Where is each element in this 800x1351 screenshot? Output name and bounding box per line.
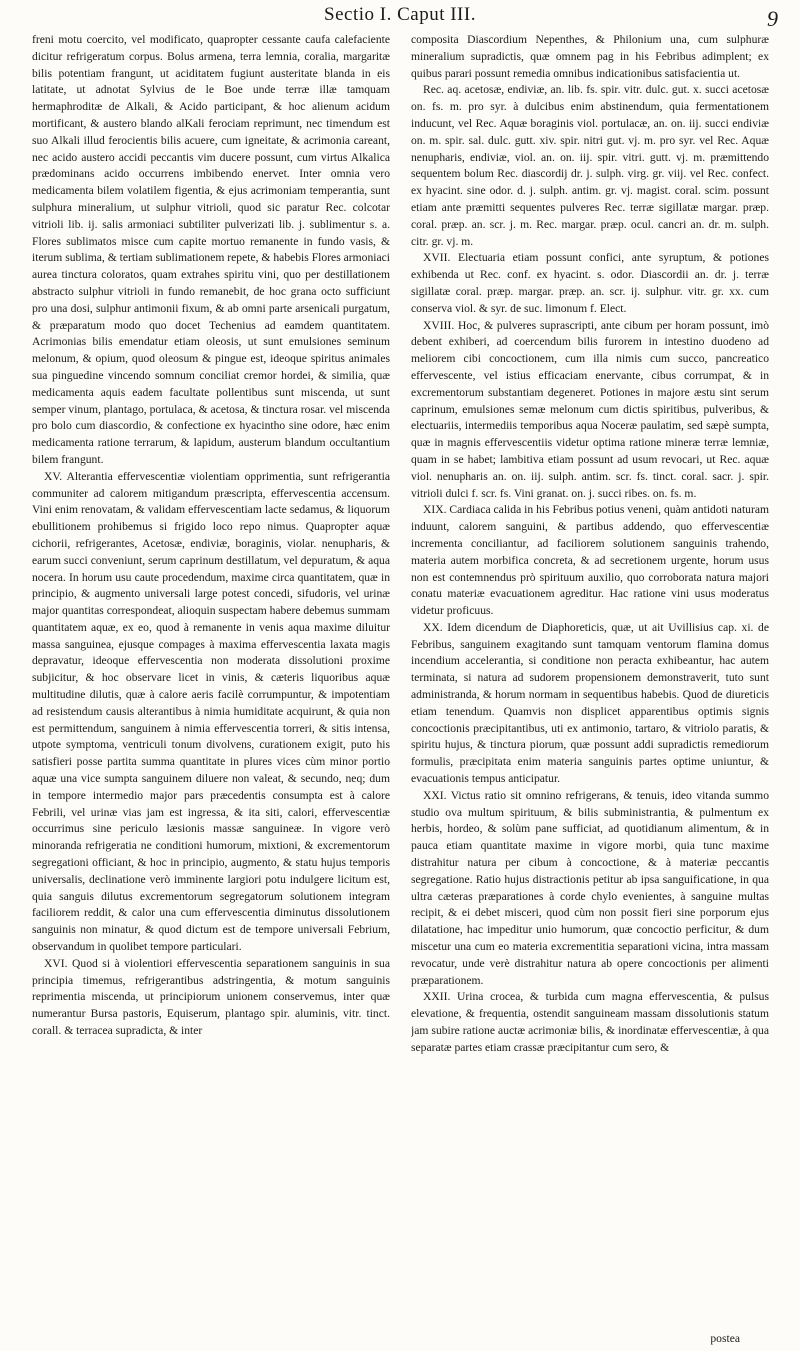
paragraph-xv: XV. Alterantia effervescentiæ violentiam opprimentia, sunt refrigerantia communiter ad calorem mitigandum præscripta, effervescentia accensum. Vini enim renovatam, & validam effervescentiam lacte sedamus, & liquorum ebullitionem prohibemus si frigido loco repo nimus. Quapropter aquæ cichorii, refrigerantes, Acetosæ, endiviæ, boraginis, violar. nenupharis, & earum succi conveniunt, serum caprinum destillatum, vel depuratum, & aqua nocera. In horum usu caute procedendum, maxime circa quantitatem, quæ in principio, & augmento universali large potest concedi, sifudoris, vel urinæ major quantitas correspondeat, alioquin suspectam habere debemus summam quantitatem aquæ, ex eo, quod à remanente in venis aqua maxime diluitur massa sanguinea, ejusque compages à maxima effervescentia laxata magis depravatur, ideoque effervescentia non moderata dissolutioni proxime subjicitur, & hoc observare licet in vinis, & cæteris liquoribus aquæ multitudine dilutis, quæ à calore aeris facilè corrumpuntur, & impotentiam ad resistendum causis alterantibus à nimia humiditate acquirunt, & quia non est permittendum, sanguinem à nimia effervescentia torreri, & sitis intensa, utpote symptoma, ventriculi tonum divolvens, curationem exigit, puto his satisfieri posse partita summa quantitate in plures vices cùm minor portio aquæ una vice sumpta sanguinem diluere non valeat, & secundo, neq; dum in tempore intermedio major pars præcedentis consumpta est à calore Febrili, vel urinæ vias jam est ingressa, & ita siti, calori, effervescentiæ occurrimus sine periculo læsionis massæ sanguineæ. In vigore verò minoranda refrigeratia ne conditioni humorum, mixtioni, & excrementorum segregationi officiant, & hoc in principio, augmento, & statu hujus temporis universalis, declinatione verò imminente largiori potu indulgere licitum est, quia sanguis dilutus excrementorum segregatorum solutionem integram faciliorem reddit, & calor una cum effervescentia diminutus dissolutionem sanguinis non minatur, & quod dictum est de tempore universali Febrium, observandum in quolibet tempore particulari. <box>32 469 390 954</box>
paragraph: freni motu coercito, vel modificato, quapropter cessante caufa calefaciente dicitur refrigeratum corpus. Bolus armena, terra lemnia, coralia, margaritæ bilis potentiam frangunt, ut aciditatem fugiunt austeritate blanda in eis latitate, ut adnotat Sylvius de le Boe unde terræ illæ tamquam hermaphroditæ de Alkali, & Acido participant, & hoc alienum acidum mortificant, & austero blando alKali ferociam reprimunt, nec timendum est suo Alkali illud ferocientis bilis acuere, cum igneitate, & acrimonia careant, nec acido austero accidi peccantis vim ducere possunt, cum virtus Alkalica prædominans acido occurrens imbibendo enervet. Inter omnia vero medicamenta bilem volatilem figentia, & ejus acrimoniam temperantia, sunt sulphura mineralium, ut sulphur vitrioli, quod sic paratur Rec. colcotar vitrioli lib. ij. salis armoniaci subtiliter pulverizati lib. j. sublimentur s. a. Flores sublimatos misce cum capite mortuo remanente in fundo vasis, & iterum sublima, & tertiam sublimationem repete, & habebis Flores armoniaci aurea tinctura coloratos, quam extrahes spiritu vini, quo per destillationem abstracto sulphur vitrioli in fundo remanebit, de hoc grana octo sufficiunt pro una dosi, sulphur antimonii fixum, & ab omni parte arsenicali purgatum, & præparatum modo quo docet Techenius ad eamdem quantitatem. Acrimonias bilis emendatur etiam oleosis, ut sunt emulsiones seminum melonum, & opium, quod oleosum & pingue est, ideoque spiritus animales sua pinguedine vincendo somnum conciliat cremor hordei, & similia, quæ medicamenta aquis eadem facultate pollentibus sunt miscenda, ut sunt semper vinum, plantago, portulaca, & acetosa, & tinctura rosar. vel miscenda pro bolo cum diascordio, & confectione ex hyacintho sine odore, hæc enim medicamenta ratione terrarum, & lapidum, austerum blandum occultantium bilem frangunt. <box>32 33 390 466</box>
paragraph-xxii: XXII. Urina crocea, & turbida cum magna effervescentia, & pulsus elevatione, & frequentia, ostendit sanguineam massam dissolutionis statum jam subire ratione auctæ acrimoniæ bilis, & inordinatæ effervescentiæ, à qua separatæ partes etiam crassæ præcipitantur cum sero, & <box>411 990 769 1054</box>
right-text-column <box>411 32 769 1347</box>
recipe-paragraph: Rec. aq. acetosæ, endiviæ, an. lib. fs. spir. vitr. dulc. gut. x. succi acetosæ on. fs. m. pro syr. à dulcibus enim abstinendum, quia fermentationem inducunt, vel Rec. Aquæ boraginis viol. portulacæ, an. on. iij. succi endiviæ on. m. spir. sal. dulc. gutt. xiv. spir. nitri gut. vj. m. pro syr. vel Rec. Aquæ nenupharis, endiviæ, viol. an. on. iij. spir. vitri. gutt. vj. m. præmittendo sequentem bolum Rec. diascordij dr. j. sulph. virg. gr. viij. vel Rec. confect. ex hyacint. sine odor. d. j. sulph. antim. gr. vj. magist. coral. scim. possunt etiam ante præmitti sequentes pulveres Rec. terræ sigillatæ margar. præp. coral. præp. an. scr. j. m. Rec. margar. præp. ocul. cancri an. dr. m. sulph. citr. gr. vj. m. <box>411 83 769 248</box>
paragraph-xix: XIX. Cardiaca calida in his Febribus potius veneni, quàm antidoti naturam induunt, calorem sanguini, & partibus addendo, quo effervescentiæ incrementa conciliantur, ad faciliorem solutionem sanguinis trahendo, materia autem morbifica concreta, & ad secretionem urgente, horum usus non est contemnendus prò spirituum auxilio, quo corroborata natura majori conatu materiæ evacuationem agreditur. Hac ratione vini usus moderatus videtur proficuus. <box>411 503 769 618</box>
left-text-column <box>32 32 390 1347</box>
catchword: postea <box>710 1332 740 1345</box>
running-head <box>0 4 800 32</box>
paragraph-xx: XX. Idem dicendum de Diaphoreticis, quæ, ut ait Uvillisius cap. xi. de Febribus, sanguinem exagitando sunt tamquam ventorum flamina domus incendium accelerantia, si conditione non peracta exhibeantur, hac autem terminata, si natura ad sudorem propensionem demonstraverit, tuto sunt administranda, & horum normam in sequentibus habebis. Quod de diureticis etiam tenendum. Quamvis non displicet apparentibus optimis signis concoctionis præcipitantibus, uti ex antimonio, tartaro, & vitriolo paratis, & spiritu hujus, & tinctura piorum, quæ possunt addi supradictis remediorum formulis, præcipitata enim materia sanguinis partes optime uniuntur, & evacuationis tempus anticipatur. <box>411 620 769 786</box>
paragraph-xxi: XXI. Victus ratio sit omnino refrigerans, & tenuis, ideo vitanda summo studio ova multum spirituum, & bilis subministrantia, & pulmentum ex herbis, hordeo, & solùm pane sufficiat, ad quotidianum alimentum, & in pauca etiam quantitate maxime in vigore morbi, quia tunc maxime distrahitur natura per cibum à concoctione, & à materiæ peccantis segregatione. Ratio hujus distractionis petitur ab ipsa sanguificatione, in qua ultra cæteras præparationes à corde chylo evenientes, à sanguine multas recipit, & ei debet misceri, quod cùm non possit fieri sine porporum ejus dilatatione, hac impeditur unio humorum, quæ concoctio perficitur, & dum miscetur una cum eo materia excrementitia separationi vicina, intra massam revocatur, unde verè distrahitur natura ab opere concoctionis per alimenti præparationem. <box>411 788 769 987</box>
paragraph-xvii: XVII. Electuaria etiam possunt confici, ante syruptum, & potiones exhibenda ut Rec. conf. ex hyacint. s. odor. Diascordii an. dr. j. terræ sigillatæ coral. præp. margar. præp. an. scr. ij. sulphur. vitr. gr. xx. cum conserva viol. & syr. de suc. limonum f. Elect. <box>411 251 769 315</box>
section-chapter-title: Sectio I. Caput III. <box>324 4 476 25</box>
paragraph-xviii: XVIII. Hoc, & pulveres suprascripti, ante cibum per horam possunt, imò debent exhiberi, ad coercendum bilis furorem in intestino duodeno ad meliorem cibi concoctionem, cum illa nimis cum succo, pancreatico effervescente, vel istius efficaciam enervante, cibus corrumpat, & in excrementorum substantiam degeneret. Potiones in majore æstu sint serum caprinum, emulsiones semæ melonum cum dictis spiritibus, pulveribus, & electuariis, intermediis temporibus aqua Noceræ paulatim, sed sæpè sumpta, quæ in magnis effervescentiis videtur optima ratione mineræ terræ lemniæ, quam in se habet; lambitiva etiam possunt ad usum revocari, ut Rec. aquæ viol. nenupharis an. on. iij. sulph. antim. scr. fs. tinct. coral. sacr. j. spir. vitrioli dulci f. scr. fs. Vini granat. on. j. succi ribes. on. fs. m. <box>411 318 769 500</box>
paragraph-xvi: XVI. Quod si à violentiori effervescentia separationem sanguinis in sua principia timemus, refrigerantibus adstringentia, & motum sanguinis reprimentia miscenda, ut principiorum unionem conservemus, inter quæ numerantur Bursa pastoris, Equiserum, plantago spir. aluminis, vitr. tinct. corall. & terracea supradicta, & inter <box>32 956 390 1038</box>
paragraph: composita Diascordium Nepenthes, & Philonium una, cum sulphuræ mineralium supradictis, quæ omnem pag in his Febribus adimplent; ex quibus parari possunt remedia omnibus indicationibus satisfacientia ut. <box>411 33 769 80</box>
page-number: 9 <box>767 6 778 31</box>
